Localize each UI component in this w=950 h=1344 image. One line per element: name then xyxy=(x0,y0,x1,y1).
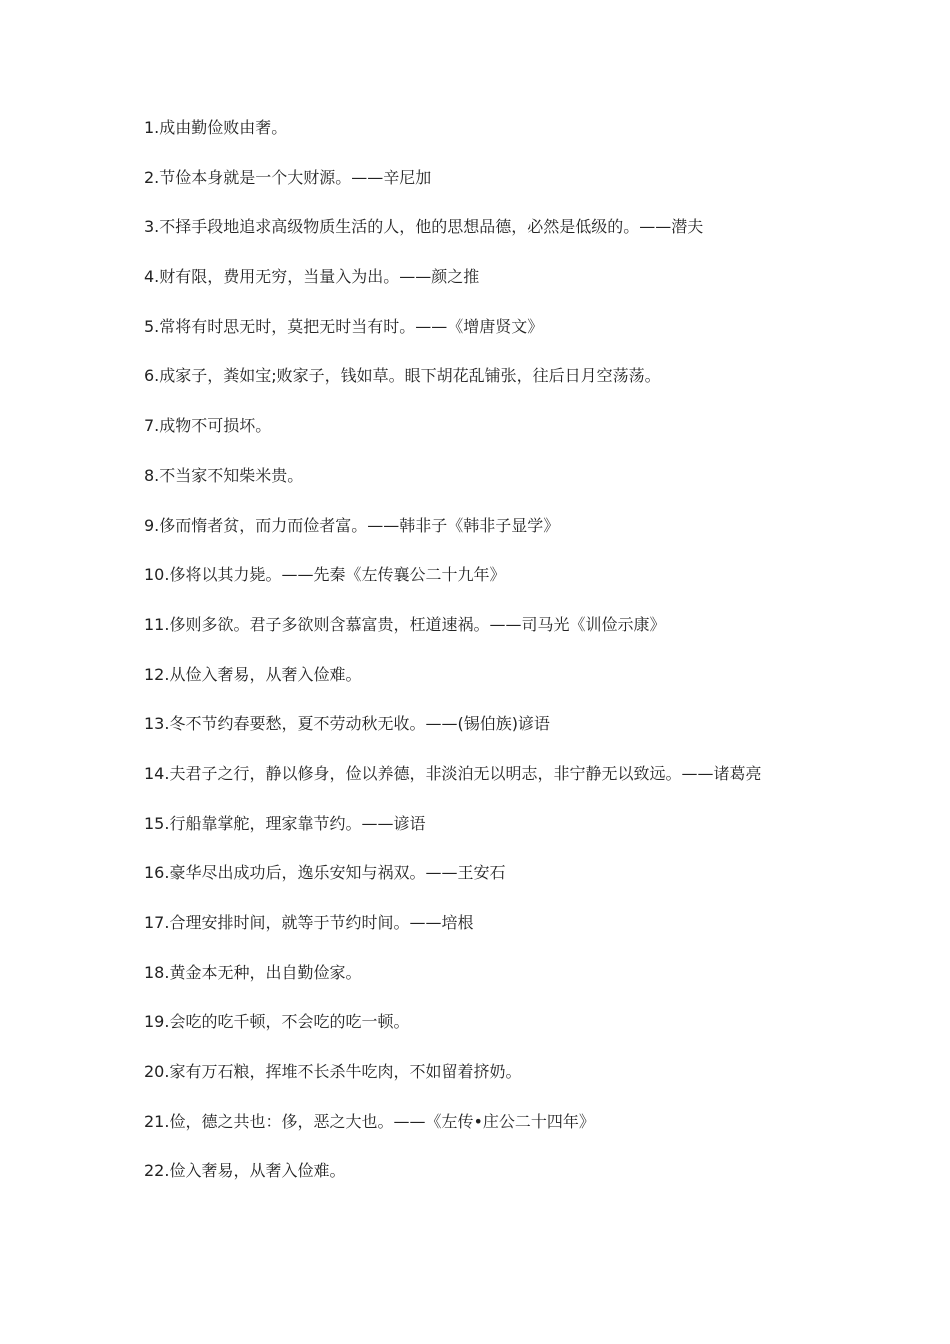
quote-item: 13.冬不节约春要愁，夏不劳动秋无收。——(锡伯族)谚语 xyxy=(144,714,550,734)
quote-item: 18.黄金本无种，出自勤俭家。 xyxy=(144,962,362,982)
quote-item: 9.侈而惰者贫，而力而俭者富。——韩非子《韩非子显学》 xyxy=(144,515,560,535)
quote-item: 15.行船靠掌舵，理家靠节约。——谚语 xyxy=(144,813,426,833)
quote-item: 5.常将有时思无时，莫把无时当有时。——《增唐贤文》 xyxy=(144,316,544,336)
quote-item: 10.侈将以其力毙。——先秦《左传襄公二十九年》 xyxy=(144,565,506,585)
quote-item: 17.合理安排时间，就等于节约时间。——培根 xyxy=(144,913,474,932)
quote-item: 21.俭，德之共也：侈，恶之大也。——《左传•庄公二十四年》 xyxy=(144,1111,595,1131)
quote-item: 4.财有限，费用无穷，当量入为出。——颜之推 xyxy=(144,267,480,287)
quote-item: 20.家有万石粮，挥堆不长杀牛吃肉，不如留着挤奶。 xyxy=(144,1062,522,1082)
quote-item: 11.侈则多欲。君子多欲则含慕富贵，枉道速祸。——司马光《训俭示康》 xyxy=(144,614,666,634)
quote-item: 22.俭入奢易，从奢入俭难。 xyxy=(144,1161,346,1181)
quote-item: 2.节俭本身就是一个大财源。——辛尼加 xyxy=(144,167,432,187)
quote-item: 3.不择手段地追求高级物质生活的人，他的思想品德，必然是低级的。——潜夫 xyxy=(144,217,704,237)
quote-item: 8.不当家不知柴米贵。 xyxy=(144,465,304,485)
quote-item: 12.从俭入奢易，从奢入俭难。 xyxy=(144,664,362,684)
quote-item: 19.会吃的吃千顿，不会吃的吃一顿。 xyxy=(144,1012,410,1032)
quote-list xyxy=(144,116,924,1209)
quote-item: 7.成物不可损坏。 xyxy=(144,416,272,436)
quote-item: 1.成由勤俭败由奢。 xyxy=(144,118,288,137)
quote-item: 6.成家子，粪如宝;败家子，钱如草。眼下胡花乱铺张，往后日月空荡荡。 xyxy=(144,366,661,386)
quote-item: 16.豪华尽出成功后，逸乐安知与祸双。——王安石 xyxy=(144,863,506,883)
quote-item: 14.夫君子之行，静以修身，俭以养德，非淡泊无以明志，非宁静无以致远。——诸葛亮 xyxy=(144,763,762,783)
